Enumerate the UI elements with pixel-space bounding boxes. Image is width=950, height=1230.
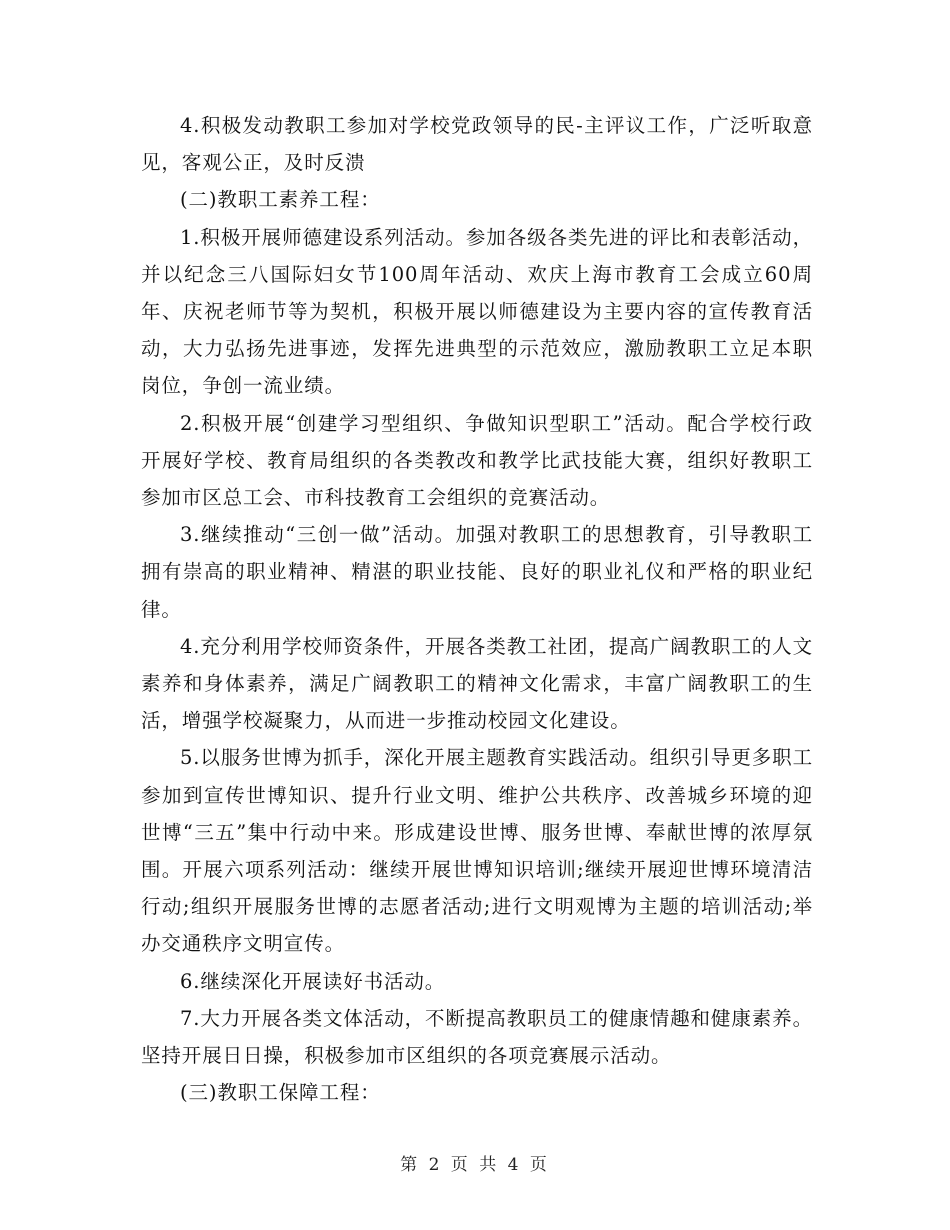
document-body (141, 107, 813, 1111)
section-heading-staff-security: (三)教职工保障工程： (180, 1081, 381, 1105)
paragraph-item-1-ethics: 1.积极开展师德建设系列活动。参加各级各类先进的评比和表彰活动，并以纪念三八国际妇女节100周年活动、欢庆上海市教育工会成立60周年、庆祝老师节等为契机，积极开展以师德建设为主要内容的宣传教育活动，大力弘扬先进事迹，发挥先进典型的示范效应，激励教职工立足本职岗位，争创一流业绩。 (141, 225, 813, 398)
paragraph-item-3-three-create: 3.继续推动“三创一做”活动。加强对教职工的思想教育，引导教职工拥有崇高的职业精神、精湛的职业技能、良好的职业礼仪和严格的职业纪律。 (141, 523, 813, 621)
paragraph-item-6-reading: 6.继续深化开展读好书活动。 (180, 969, 446, 993)
paragraph-item-4-clubs: 4.充分利用学校师资条件，开展各类教工社团，提高广阔教职工的人文素养和身体素养，满足广阔教职工的精神文化需求，丰富广阔教职工的生活，增强学校凝聚力，从而进一步推动校园文化建设。 (141, 634, 813, 733)
paragraph-item-4-democratic-review: 4.积极发动教职工参加对学校党政领导的民-主评议工作，广泛听取意见，客观公正，及时反溃 (141, 114, 813, 175)
paragraph-item-2-learning-organization: 2.积极开展“创建学习型组织、争做知识型职工”活动。配合学校行政开展好学校、教育局组织的各类教改和教学比武技能大赛，组织好教职工参加市区总工会、市科技教育工会组织的竞赛活动。 (141, 411, 813, 510)
paragraph-item-5-expo: 5.以服务世博为抓手，深化开展主题教育实践活动。组织引导更多职工参加到宣传世博知识、提升行业文明、维护公共秩序、改善城乡环境的迎世博“三五”集中行动中来。形成建设世博、服务世博、奉献世博的浓厚氛围。开展六项系列活动：继续开展世博知识培训;继续开展迎世博环境清洁行动;组织开展服务世博的志愿者活动;进行文明观博为主题的培训活动;举办交通秩序文明宣传。 (141, 746, 813, 956)
page-number-footer: 第 2 页 共 4 页 (400, 1155, 550, 1175)
paragraph-item-7-sports: 7.大力开展各类文体活动，不断提高教职员工的健康情趣和健康素养。坚持开展日日操，积极参加市区组织的各项竞赛展示活动。 (141, 1006, 813, 1068)
section-heading-staff-quality: (二)教职工素养工程： (180, 188, 381, 212)
